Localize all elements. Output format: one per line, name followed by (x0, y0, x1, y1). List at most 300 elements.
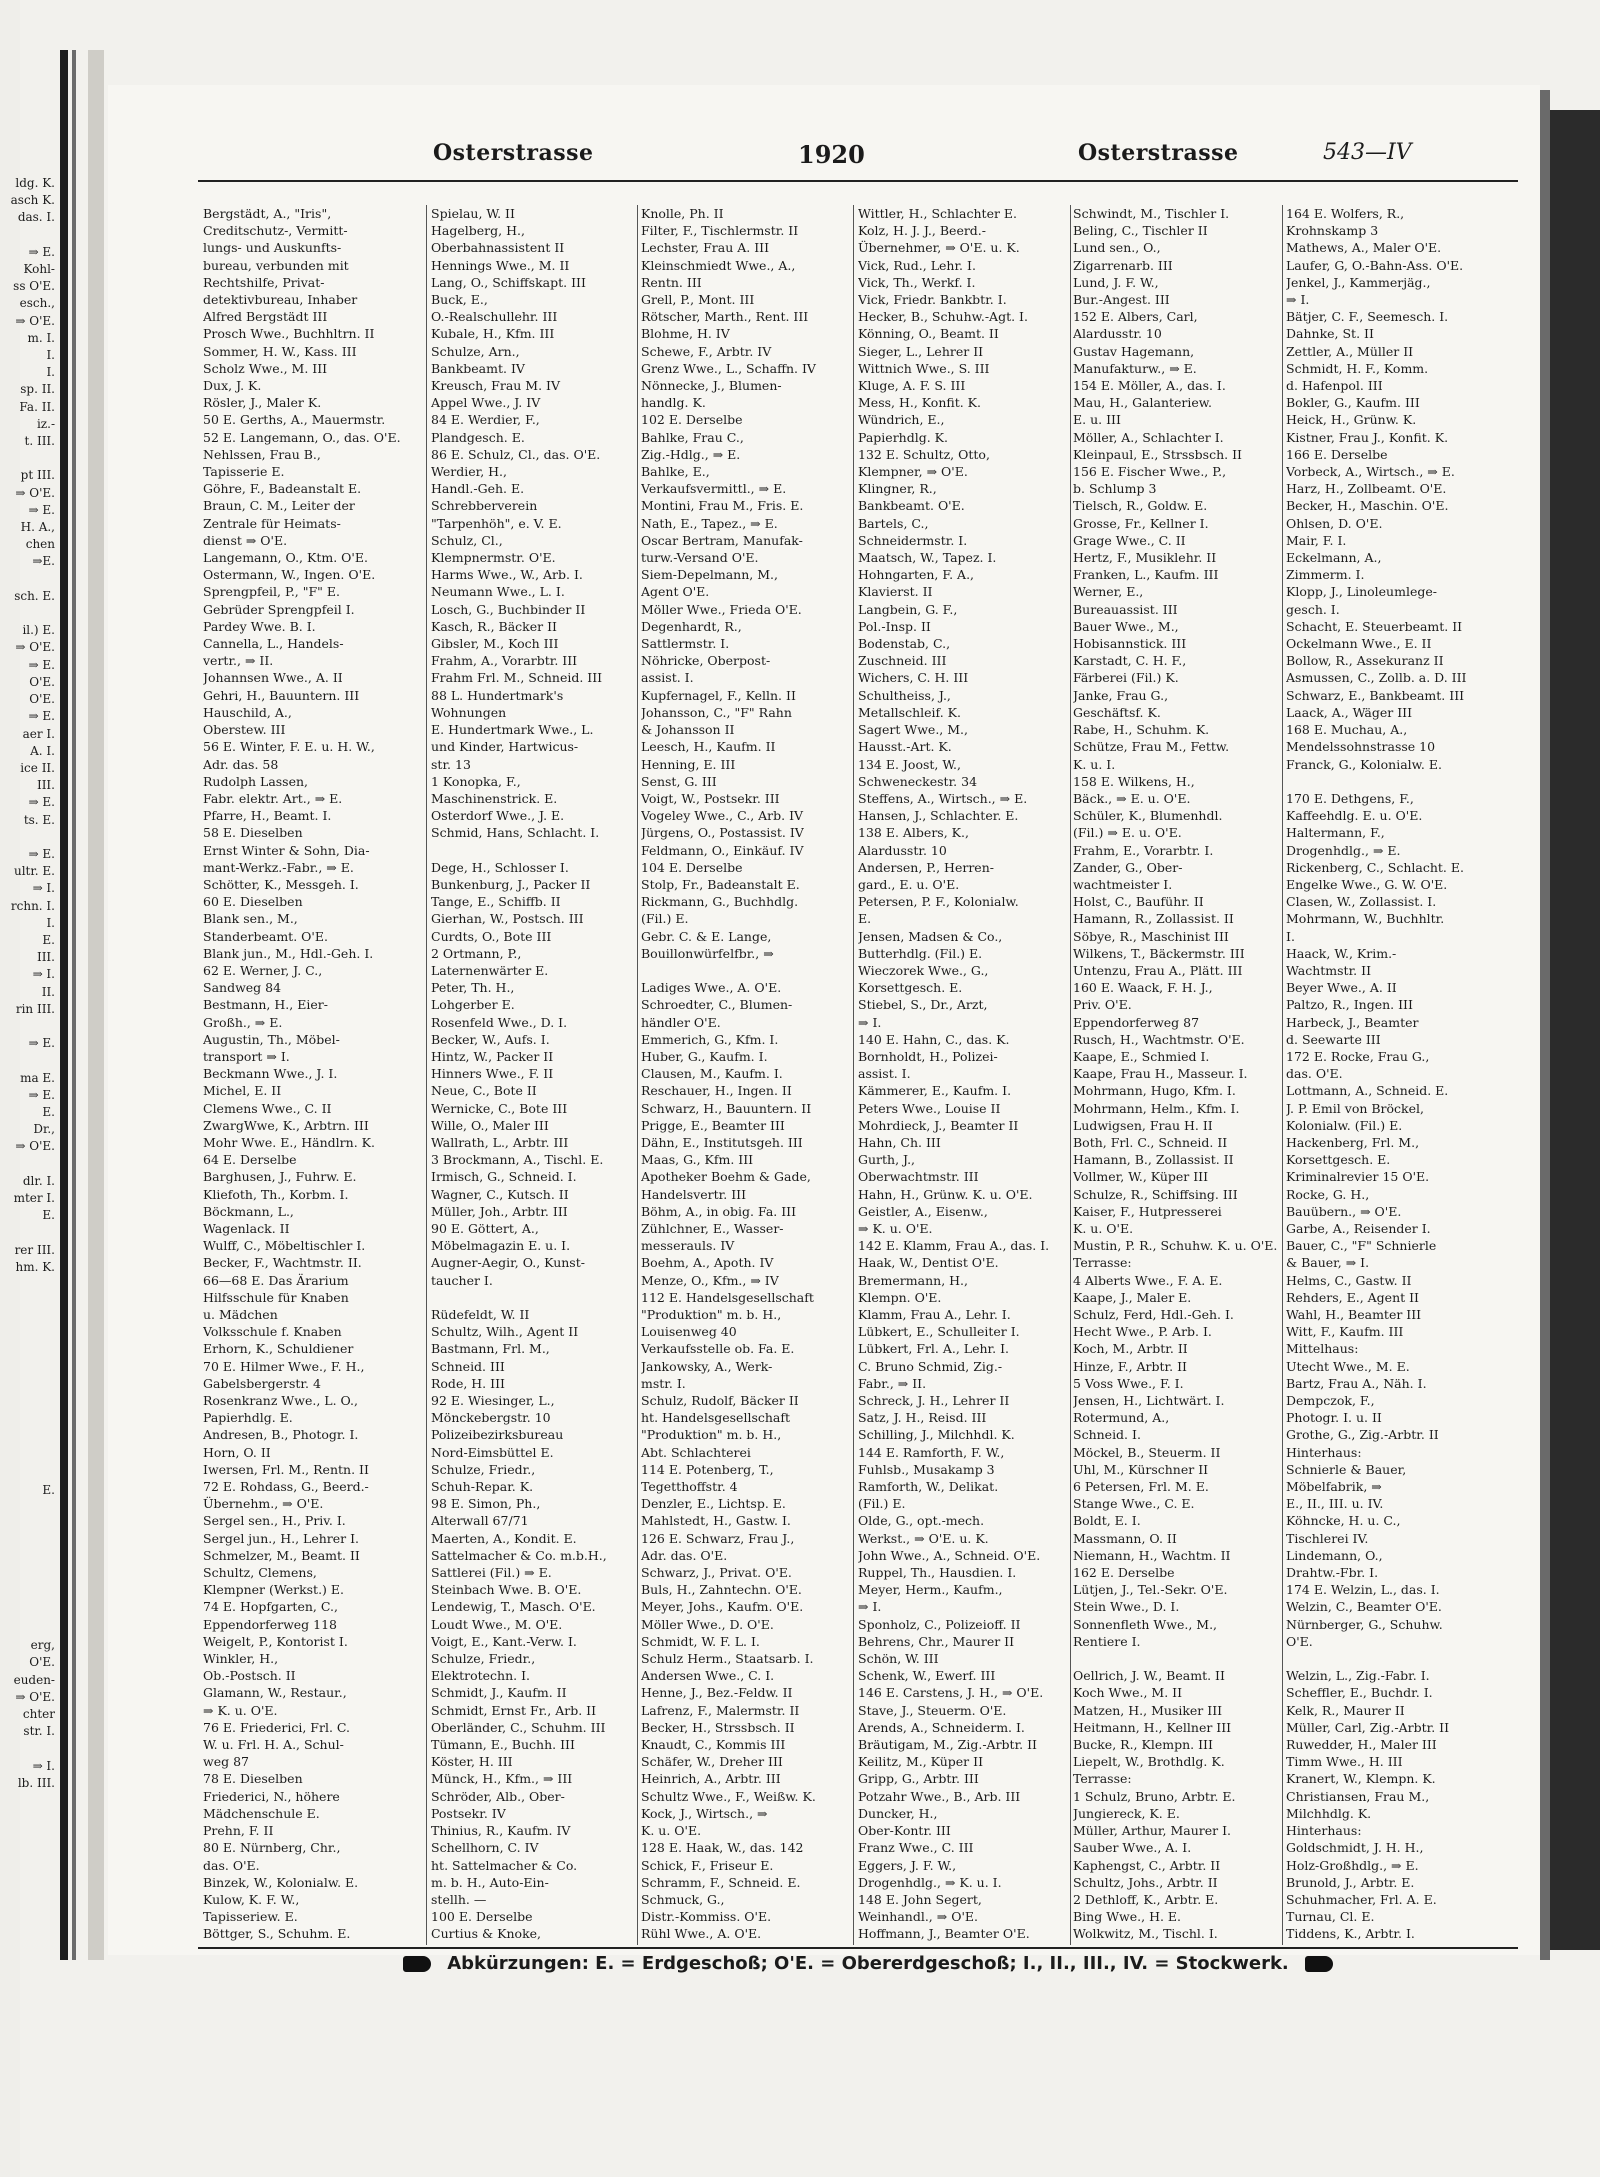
header-rule (198, 180, 1518, 182)
fragment-line (0, 1414, 55, 1431)
directory-entry: Maerten, A., Kondit. E. (431, 1530, 577, 1546)
directory-entry: Meyer, Johs., Kaufm. O'E. (641, 1599, 804, 1615)
fragment-line: hm. K. (15, 1259, 55, 1274)
directory-entry: Michel, E. II (203, 1083, 282, 1099)
directory-entry: Bahlke, Frau C., (641, 429, 744, 445)
directory-entry: Siem-Depelmann, M., (641, 567, 778, 583)
directory-entry: Möbelmagazin E. u. I. (431, 1238, 571, 1254)
directory-entry: J. P. Emil von Bröckel, (1286, 1100, 1425, 1116)
fragment-line (0, 1620, 55, 1637)
directory-column-1 (203, 205, 423, 1945)
directory-entry: Lund, J. F. W., (1073, 274, 1159, 290)
column-divider (1070, 205, 1071, 1945)
directory-entry: 50 E. Gerths, A., Mauermstr. (203, 412, 386, 428)
directory-entry: Rusch, H., Wachtmstr. O'E. (1073, 1031, 1245, 1047)
directory-entry: Degenhardt, R., (641, 618, 742, 634)
directory-entry: Janke, Frau G., (1073, 687, 1169, 703)
directory-entry: Mohrmann, Helm., Kfm. I. (1073, 1100, 1240, 1116)
directory-entry: Zettler, A., Müller II (1286, 343, 1414, 359)
directory-entry: Olde, G., opt.-mech. (858, 1513, 985, 1529)
directory-entry: Koch Wwe., M. II (1073, 1685, 1183, 1701)
directory-entry: Sagert Wwe., M., (858, 722, 968, 738)
directory-entry: Schneid. I. (1073, 1427, 1141, 1443)
directory-entry: Schüler, K., Blumenhdl. (1073, 808, 1223, 824)
directory-entry: Langbein, G. F., (858, 601, 958, 617)
directory-entry: Schnierle & Bauer, (1286, 1461, 1407, 1477)
directory-entry: Bätjer, C. F., Seemesch. I. (1286, 309, 1449, 325)
directory-entry: 134 E. Joost, W., (858, 756, 961, 772)
facing-page-fragment (0, 175, 55, 1955)
directory-entry: (Fil.) ⇒ E. u. O'E. (1073, 825, 1182, 841)
directory-entry: Klopp, J., Linoleumlege- (1286, 584, 1437, 600)
directory-entry: Grell, P., Mont. III (641, 292, 755, 308)
directory-entry: Harms Wwe., W., Arb. I. (431, 567, 583, 583)
directory-entry: Nath, E., Tapez., ⇒ E. (641, 515, 778, 531)
directory-entry: Schmid, Hans, Schlacht. I. (431, 825, 600, 841)
fragment-line: asch K. (10, 193, 55, 208)
directory-entry: Henning, E. III (641, 756, 736, 772)
directory-entry: Schmidt, H. F., Komm. (1286, 360, 1429, 376)
directory-entry: Hintz, W., Packer II (431, 1048, 554, 1064)
directory-entry: Söbye, R., Maschinist III (1073, 928, 1229, 944)
directory-entry: Rentiere I. (1073, 1633, 1141, 1649)
directory-entry: Untenzu, Frau A., Plätt. III (1073, 962, 1243, 978)
directory-entry: Frahm Frl. M., Schneid. III (431, 670, 603, 686)
directory-entry: Kliefoth, Th., Korbm. I. (203, 1186, 349, 1202)
directory-entry: Schwarz, E., Bankbeamt. III (1286, 687, 1465, 703)
directory-entry: Schewe, F., Arbtr. IV (641, 343, 772, 359)
directory-entry: Terrasse: (1073, 1771, 1132, 1787)
directory-entry: Färberei (Fil.) K. (1073, 670, 1179, 686)
directory-entry: Oscar Bertram, Manufak- (641, 532, 803, 548)
directory-entry: Haack, W., Krim.- (1286, 945, 1397, 961)
directory-entry: Kulow, K. F. W., (203, 1891, 300, 1907)
directory-entry: Brunold, J., Arbtr. E. (1286, 1874, 1415, 1890)
directory-entry: Wittnich Wwe., S. III (858, 360, 990, 376)
directory-entry: 154 E. Möller, A., das. I. (1073, 378, 1226, 394)
fragment-line (0, 1551, 55, 1568)
directory-entry: 70 E. Hilmer Wwe., F. H., (203, 1358, 365, 1374)
directory-entry: & Bauer, ⇒ I. (1286, 1255, 1370, 1271)
directory-entry: Boldt, E. I. (1073, 1513, 1141, 1529)
directory-column-6 (1286, 205, 1516, 1945)
directory-entry: Klempnermstr. O'E. (431, 550, 556, 566)
directory-entry: Heinrich, A., Arbtr. III (641, 1771, 781, 1787)
directory-entry: gard., E. u. O'E. (858, 876, 960, 892)
directory-entry: Wündrich, E., (858, 412, 945, 428)
fragment-line: ⇒ E. (28, 502, 55, 517)
directory-entry: b. Schlump 3 (1073, 481, 1157, 497)
directory-entry: Lindemann, O., (1286, 1547, 1383, 1563)
directory-entry: John Wwe., A., Schneid. O'E. (858, 1547, 1041, 1563)
directory-entry: Curdts, O., Bote III (431, 928, 552, 944)
fragment-line: E. (42, 932, 55, 947)
directory-entry: Welzin, C., Beamter O'E. (1286, 1599, 1442, 1615)
directory-entry: Voigt, W., Postsekr. III (641, 790, 780, 806)
directory-entry: 144 E. Ramforth, F. W., (858, 1444, 1005, 1460)
directory-entry: Henne, J., Bez.-Feldw. II (641, 1685, 793, 1701)
directory-entry: Schmuck, G., (641, 1891, 725, 1907)
directory-entry: das. O'E. (203, 1857, 260, 1873)
directory-column-5 (1073, 205, 1283, 1945)
fragment-line: E. (42, 1208, 55, 1223)
directory-entry: 5 Voss Wwe., F. I. (1073, 1375, 1184, 1391)
directory-entry: Vorbeck, A., Wirtsch., ⇒ E. (1286, 464, 1455, 480)
directory-entry: Grosse, Fr., Kellner I. (1073, 515, 1209, 531)
directory-entry: Hinze, F., Arbtr. II (1073, 1358, 1187, 1374)
directory-entry: Schulz, Ferd, Hdl.-Geh. I. (1073, 1307, 1234, 1322)
fragment-line (0, 1396, 55, 1413)
directory-entry: "Tarpenhöh", e. V. E. (431, 515, 562, 531)
directory-entry: Potzahr Wwe., B., Arb. III (858, 1788, 1021, 1804)
directory-entry: Nöhricke, Oberpost- (641, 653, 771, 669)
directory-entry: Lafrenz, F., Malermstr. II (641, 1702, 800, 1718)
fragment-line: III. (36, 950, 55, 965)
directory-entry: Schweneckestr. 34 (858, 773, 978, 789)
directory-entry: Vick, Friedr. Bankbtr. I. (858, 292, 1007, 308)
directory-entry: Utecht Wwe., M. E. (1286, 1358, 1410, 1374)
directory-entry: Gurth, J., (858, 1152, 916, 1168)
directory-entry: Hagelberg, H., (431, 223, 525, 239)
fragment-line: pt III. (20, 468, 55, 483)
scan-background-right (1550, 110, 1600, 1950)
directory-entry: 84 E. Werdier, F., (431, 412, 540, 428)
directory-entry (1286, 1943, 1516, 1945)
directory-entry: Schulze, Arn., (431, 343, 520, 359)
directory-entry: Franz Wwe., C. III (858, 1840, 974, 1856)
fragment-line: I. (46, 365, 55, 380)
directory-entry: Schäfer, W., Dreher III (641, 1754, 783, 1770)
directory-entry: (Fil.) E. (641, 911, 689, 927)
directory-entry: Schellhorn, C. IV (431, 1840, 539, 1856)
directory-entry: Schacht, E. Steuerbeamt. II (1286, 618, 1463, 634)
directory-entry: turw.-Versand O'E. (641, 550, 759, 566)
directory-entry: 2 Dethloff, K., Arbtr. E. (1073, 1891, 1219, 1907)
directory-entry: Kubale, H., Kfm. III (431, 326, 555, 342)
fragment-line: ⇒ O'E. (15, 1689, 55, 1704)
directory-entry: Clasen, W., Zollassist. I. (1286, 894, 1437, 910)
directory-entry: Hamann, R., Zollassist. II (1073, 911, 1234, 927)
year-title: 1920 (798, 140, 865, 169)
directory-entry: 58 E. Dieselben (203, 825, 303, 841)
directory-entry: Mau, H., Galanteriew. (1073, 395, 1212, 411)
directory-entry: Ramforth, W., Delikat. (858, 1479, 999, 1495)
directory-entry (431, 1943, 639, 1945)
fragment-line: t. III. (24, 434, 55, 449)
directory-entry (1286, 1650, 1516, 1667)
directory-entry: Schultz, Johs., Arbtr. II (1073, 1874, 1218, 1890)
directory-entry: Laack, A., Wäger III (1286, 704, 1413, 720)
directory-entry: Oberländer, C., Schuhm. III (431, 1719, 606, 1735)
abbreviation-text: Abkürzungen: E. = Erdgeschoß; O'E. = Obererdgeschoß; I., II., III., IV. = Stockwerk. (447, 1953, 1289, 1974)
directory-entry: Ruppel, Th., Hausdien. I. (858, 1565, 1017, 1581)
directory-entry: Alardusstr. 10 (1073, 326, 1162, 342)
directory-entry: Loudt Wwe., M. O'E. (431, 1616, 563, 1632)
directory-entry: Rentn. III (641, 274, 702, 290)
directory-entry (431, 1289, 639, 1306)
directory-entry: Sponholz, C., Polizeioff. II (858, 1616, 1021, 1632)
directory-entry: Beckmann Wwe., J. I. (203, 1066, 338, 1082)
directory-entry: dienst ⇒ O'E. (203, 532, 288, 548)
directory-entry: Prigge, E., Beamter III (641, 1117, 785, 1133)
directory-entry: Uhl, M., Kürschner II (1073, 1461, 1209, 1477)
directory-entry: Cannella, L., Handels- (203, 636, 344, 652)
fragment-line (0, 1224, 55, 1241)
fragment-line: aer I. (22, 726, 55, 741)
fragment-line: dlr. I. (22, 1173, 55, 1188)
directory-entry: Photogr. I. u. II (1286, 1410, 1382, 1426)
directory-entry: handlg. K. (641, 395, 706, 411)
directory-entry: Bahlke, E., (641, 464, 710, 480)
directory-entry: Holst, C., Bauführ. II (1073, 894, 1204, 910)
directory-entry: mant-Werkz.-Fabr., ⇒ E. (203, 859, 354, 875)
directory-entry: Welzin, L., Zig.-Fabr. I. (1286, 1668, 1430, 1684)
directory-entry: Montini, Frau M., Fris. E. (641, 498, 804, 514)
fragment-line: E. (42, 1483, 55, 1498)
directory-entry: Mess, H., Konfit. K. (858, 395, 981, 411)
directory-entry: messerauls. IV (641, 1238, 735, 1254)
directory-entry: Böhm, A., in obig. Fa. III (641, 1203, 797, 1219)
directory-entry: Mönckebergstr. 10 (431, 1410, 551, 1426)
fragment-line: ultr. E. (13, 864, 55, 879)
directory-entry: Fabr., ⇒ II. (858, 1375, 927, 1391)
fragment-line: ldg. K. (15, 176, 55, 190)
directory-entry: Tange, E., Schiffb. II (431, 894, 561, 910)
directory-entry: Polizeibezirksbureau (431, 1427, 564, 1443)
directory-entry: E. Hundertmark Wwe., L. (431, 722, 594, 738)
directory-entry: Huber, G., Kaufm. I. (641, 1048, 768, 1064)
directory-entry: stellh. — (431, 1891, 487, 1907)
directory-entry: Scholz Wwe., M. III (203, 360, 328, 376)
directory-entry: Bur.-Angest. III (1073, 292, 1170, 308)
directory-entry: Erhorn, K., Schuldiener (203, 1341, 354, 1357)
directory-entry: Bauübern., ⇒ O'E. (1286, 1203, 1402, 1219)
directory-entry: Knolle, Ph. II (641, 206, 724, 221)
directory-entry: 80 E. Nürnberg, Chr., (203, 1840, 341, 1856)
directory-entry: Stange Wwe., C. E. (1073, 1496, 1195, 1512)
directory-entry: Bollow, R., Assekuranz II (1286, 653, 1444, 669)
fragment-line: ⇒ E. (28, 244, 55, 259)
directory-entry: 172 E. Rocke, Frau G., (1286, 1048, 1430, 1064)
directory-entry: Becker, H., Maschin. O'E. (1286, 498, 1449, 514)
directory-entry: Massmann, O. II (1073, 1530, 1177, 1546)
directory-entry: Stolp, Fr., Badeanstalt E. (641, 876, 800, 892)
fragment-line: lb. III. (17, 1775, 55, 1790)
directory-entry: Braun, C. M., Leiter der (203, 498, 355, 514)
directory-entry: 52 E. Langemann, O., das. O'E. (203, 429, 401, 445)
directory-entry: Maatsch, W., Tapez. I. (858, 550, 997, 566)
directory-entry: Frahm, E., Vorarbtr. I. (1073, 842, 1214, 858)
directory-entry: Möller Wwe., D. O'E. (641, 1616, 774, 1632)
directory-entry: Schwarz, H., Bauuntern. II (641, 1100, 812, 1116)
directory-entry: Dahnke, St. II (1286, 326, 1374, 342)
directory-entry: ⇒ K. u. O'E. (858, 1220, 933, 1236)
directory-entry: Alterwall 67/71 (431, 1513, 529, 1529)
fragment-line: ice II. (20, 760, 55, 775)
directory-entry: Handl.-Geh. E. (431, 481, 525, 497)
directory-entry: Kaiser, F., Hutpresserei (1073, 1203, 1222, 1219)
directory-entry: 1 Schulz, Bruno, Arbtr. E. (1073, 1788, 1236, 1804)
directory-entry: Kranert, W., Klempn. K. (1286, 1771, 1436, 1787)
directory-entry: Ostermann, W., Ingen. O'E. (203, 567, 376, 583)
directory-entry: Bartels, C., (858, 515, 929, 531)
directory-entry: Stiebel, S., Dr., Arzt, (858, 997, 988, 1013)
directory-entry: Rühl Wwe., A. O'E. (641, 1926, 762, 1942)
fragment-line: rchn. I. (10, 898, 55, 913)
directory-entry: Hamann, B., Zollassist. II (1073, 1152, 1234, 1168)
directory-entry: Schmidt, J., Kaufm. II (431, 1685, 567, 1701)
directory-entry: 2 Ortmann, P., (431, 945, 522, 961)
directory-entry: Spielau, W. II (431, 206, 515, 221)
directory-entry: 164 E. Wolfers, R., (1286, 206, 1405, 221)
directory-entry: Mohr Wwe. E., Händlrn. K. (203, 1134, 375, 1150)
directory-entry: Tischlerei IV. (1286, 1530, 1369, 1546)
directory-entry: Heick, H., Grünw. K. (1286, 412, 1417, 428)
directory-entry: O.-Realschullehr. III (431, 309, 558, 325)
directory-entry: transport ⇒ I. (203, 1048, 290, 1064)
directory-entry: Milchhdlg. K. (1286, 1805, 1372, 1821)
directory-entry: Klavierst. II (858, 584, 933, 600)
directory-entry: Alardusstr. 10 (858, 842, 947, 858)
directory-entry: Verkaufsstelle ob. Fa. E. (641, 1341, 795, 1357)
directory-entry: 158 E. Wilkens, H., (1073, 773, 1195, 789)
directory-entry: Steffens, A., Wirtsch., ⇒ E. (858, 790, 1028, 806)
fragment-line (0, 1345, 55, 1362)
directory-entry: 170 E. Dethgens, F., (1286, 790, 1414, 806)
directory-entry: Reschauer, H., Ingen. II (641, 1083, 792, 1099)
directory-entry: Blank sen., M., (203, 911, 298, 927)
directory-entry (641, 1943, 851, 1945)
directory-entry: E., II., III. u. IV. (1286, 1496, 1384, 1512)
directory-entry: d. Hafenpol. III (1286, 378, 1383, 394)
directory-page (108, 85, 1540, 1974)
directory-entry: Mittelhaus: (1286, 1341, 1359, 1357)
directory-entry: Bremermann, H., (858, 1272, 968, 1288)
directory-entry: Köhncke, H. u. C., (1286, 1513, 1401, 1529)
directory-entry: Becker, H., Strssbsch. II (641, 1719, 795, 1735)
directory-entry: Karstadt, C. H. F., (1073, 653, 1187, 669)
directory-entry: 140 E. Hahn, C., das. K. (858, 1031, 1010, 1047)
fragment-line: ⇒ E. (28, 657, 55, 672)
fragment-line: Fa. II. (19, 399, 55, 414)
directory-entry: Gierhan, W., Postsch. III (431, 911, 584, 927)
directory-entry: Böttger, S., Schuhm. E. (203, 1926, 351, 1942)
directory-entry (1286, 773, 1516, 790)
directory-entry: Wolkwitz, M., Tischl. I. (1073, 1926, 1218, 1942)
directory-entry: Irmisch, G., Schneid. I. (431, 1169, 577, 1185)
directory-entry: Zig.-Hdlg., ⇒ E. (641, 446, 741, 462)
directory-entry: Schultheiss, J., (858, 687, 951, 703)
directory-entry: Garbe, A., Reisender I. (1286, 1220, 1431, 1236)
directory-entry (203, 1943, 423, 1945)
directory-entry: Kolonialw. (Fil.) E. (1286, 1117, 1403, 1133)
directory-entry: ht. Sattelmacher & Co. (431, 1857, 578, 1873)
directory-entry: Bräutigam, M., Zig.-Arbtr. II (858, 1737, 1037, 1753)
directory-entry: Duncker, H., (858, 1805, 938, 1821)
directory-entry: Sattelmacher & Co. m.b.H., (431, 1547, 607, 1563)
directory-entry: Creditschutz-, Vermitt- (203, 223, 348, 239)
directory-entry: Losch, G., Buchbinder II (431, 601, 586, 617)
directory-entry: Kriminalrevier 15 O'E. (1286, 1169, 1430, 1185)
fragment-line (0, 1534, 55, 1551)
fragment-line: ⇒ I. (32, 1758, 55, 1773)
directory-entry: Schwarz, J., Privat. O'E. (641, 1565, 792, 1581)
directory-entry: Bartz, Frau A., Näh. I. (1286, 1375, 1427, 1391)
directory-entry: Verkaufsvermittl., ⇒ E. (641, 481, 787, 497)
directory-entry: Klamm, Frau A., Lehr. I. (858, 1307, 1011, 1322)
directory-entry: 146 E. Carstens, J. H., ⇒ O'E. (858, 1685, 1044, 1701)
directory-entry: bureau, verbunden mit (203, 257, 349, 273)
directory-entry: Pardey Wwe. B. I. (203, 618, 316, 634)
directory-entry: Keilitz, M., Küper II (858, 1754, 984, 1770)
directory-entry: Schütze, Frau M., Fettw. (1073, 739, 1230, 755)
directory-entry: 92 E. Wiesinger, L., (431, 1393, 555, 1409)
directory-entry: Voigt, E., Kant.-Verw. I. (431, 1633, 577, 1649)
directory-column-3 (641, 205, 851, 1945)
directory-entry: Bokler, G., Kaufm. III (1286, 395, 1420, 411)
directory-entry: Kluge, A. F. S. III (858, 378, 966, 394)
directory-entry: Bankbeamt. O'E. (858, 498, 965, 514)
directory-entry: Hinterhaus: (1286, 1823, 1362, 1839)
directory-entry: 160 E. Waack, F. H. J., (1073, 980, 1213, 996)
directory-entry: Werkst., ⇒ O'E. u. K. (858, 1530, 989, 1546)
directory-entry: Klempner (Werkst.) E. (203, 1582, 344, 1598)
directory-entry: Becker, W., Aufs. I. (431, 1031, 550, 1047)
directory-entry: Böckmann, L., (203, 1203, 294, 1219)
directory-entry: assist. I. (641, 670, 694, 686)
directory-entry: Thinius, R., Kaufm. IV (431, 1823, 571, 1839)
directory-entry: Drogenhdlg., ⇒ K. u. I. (858, 1874, 1002, 1890)
fragment-line: ⇒ E. (28, 795, 55, 810)
directory-entry: das. O'E. (1286, 1066, 1343, 1082)
directory-entry: Klingner, R., (858, 481, 937, 497)
fragment-line: Dr., (33, 1122, 55, 1137)
directory-entry: Mohrdieck, J., Beamter II (858, 1117, 1019, 1133)
directory-entry: Menze, O., Kfm., ⇒ IV (641, 1272, 779, 1288)
directory-entry: Mustin, P. R., Schuhw. K. u. O'E. (1073, 1238, 1278, 1254)
directory-entry: Ob.-Postsch. II (203, 1668, 296, 1684)
directory-entry: Wohnungen (431, 704, 507, 720)
directory-entry: Lottmann, A., Schneid. E. (1286, 1083, 1449, 1099)
directory-entry: Kelk, R., Maurer II (1286, 1702, 1405, 1718)
directory-entry: Kolz, H. J. J., Beerd.- (858, 223, 987, 239)
fragment-line: chter (22, 1707, 55, 1722)
directory-entry: Both, Frl. C., Schneid. II (1073, 1134, 1228, 1150)
directory-entry: Hausst.-Art. K. (858, 739, 952, 755)
fragment-line: str. I. (23, 1724, 55, 1739)
directory-entry: Schmidt, W. F. L. I. (641, 1633, 760, 1649)
directory-entry: Drahtw.-Fbr. I. (1286, 1565, 1379, 1581)
directory-entry: Korsettgesch. E. (1286, 1152, 1391, 1168)
directory-entry: "Produktion" m. b. H., (641, 1427, 782, 1443)
directory-entry (641, 962, 851, 979)
directory-entry: Tegetthoffstr. 4 (641, 1479, 738, 1495)
directory-entry: Barghusen, J., Fuhrw. E. (203, 1169, 357, 1185)
directory-entry: Schmelzer, M., Beamt. II (203, 1547, 360, 1563)
directory-entry: Lübkert, Frl. A., Lehr. I. (858, 1341, 1010, 1357)
fragment-line: ss O'E. (13, 279, 55, 294)
directory-entry: Boehm, A., Apoth. IV (641, 1255, 774, 1271)
directory-entry: Haltermann, F., (1286, 825, 1385, 841)
directory-entry: Nürnberger, G., Schuhw. (1286, 1616, 1443, 1632)
directory-entry: Elektrotechn. I. (431, 1668, 530, 1684)
fragment-line: I. (46, 348, 55, 363)
directory-entry: Bing Wwe., H. E. (1073, 1909, 1182, 1925)
directory-entry: Iwersen, Frl. M., Rentn. II (203, 1461, 369, 1477)
directory-entry: Übernehm., ⇒ O'E. (203, 1496, 324, 1512)
fragment-line (0, 1052, 55, 1069)
directory-entry: Rechtshilfe, Privat- (203, 274, 325, 290)
